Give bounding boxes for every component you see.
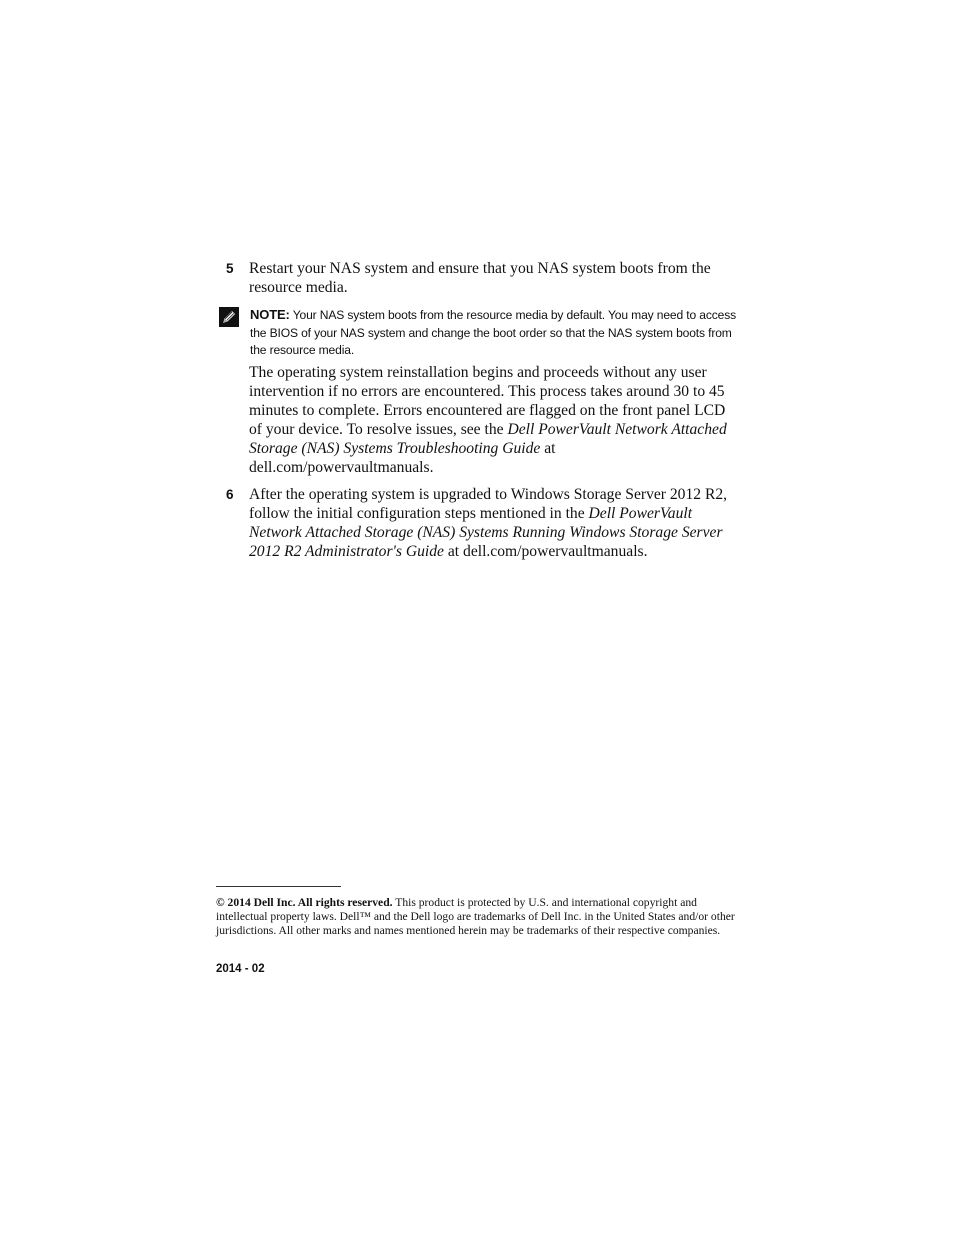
note-text (250, 306, 739, 360)
reinstall-text: The operating system reinstallation begins and proceeds without any user intervention if no errors are encountered. This process takes around 30 to 45 minutes to complete. Errors encountered are flagged on the front panel LCD of your device. To resolve issues, see the (249, 364, 726, 438)
at-text: at (443, 543, 464, 560)
document-date: 2014 - 02 (216, 963, 265, 975)
manuals-link[interactable]: dell.com/powervaultmanuals (249, 459, 430, 476)
reinstall-paragraph (249, 363, 736, 477)
step-number: 6 (226, 487, 234, 502)
copyright-body: This product is protected by U.S. and international copyright and intellectual property laws. Dell™ and the Dell logo are trademarks of Dell Inc. in the United States and/or other jurisdictions. All other marks and names mentioned herein may be trademarks of their respective companies. (216, 896, 735, 938)
period-text: . (429, 459, 434, 476)
note-body: Your NAS system boots from the resource media by default. You may need to access the BIOS of your NAS system and change the boot order so that the NAS system boots from the resource media. (250, 308, 737, 358)
step-text (249, 485, 736, 561)
troubleshooting-guide-title: Dell PowerVault Network Attached Storage (NAS) Systems Troubleshooting Guide (249, 421, 727, 457)
copyright-notice (216, 896, 741, 939)
footer-divider (216, 886, 341, 887)
step-number: 5 (226, 261, 234, 276)
note-pencil-icon (219, 307, 239, 327)
admin-guide-title: Dell PowerVault Network Attached Storage (NAS) Systems Running Windows Storage Server 2012 R2 Administrator's Guide (249, 505, 723, 560)
step6-text: After the operating system is upgraded to Windows Storage Server 2012 R2, follow the initial configuration steps mentioned in the (249, 486, 728, 522)
note-label: NOTE: (250, 307, 290, 322)
manuals-link[interactable]: dell.com/powervaultmanuals. (463, 543, 648, 560)
step-text: Restart your NAS system and ensure that you NAS system boots from the resource media. (249, 260, 711, 296)
copyright-heading: © 2014 Dell Inc. All rights reserved. (216, 896, 393, 909)
at-text: at (540, 440, 556, 457)
